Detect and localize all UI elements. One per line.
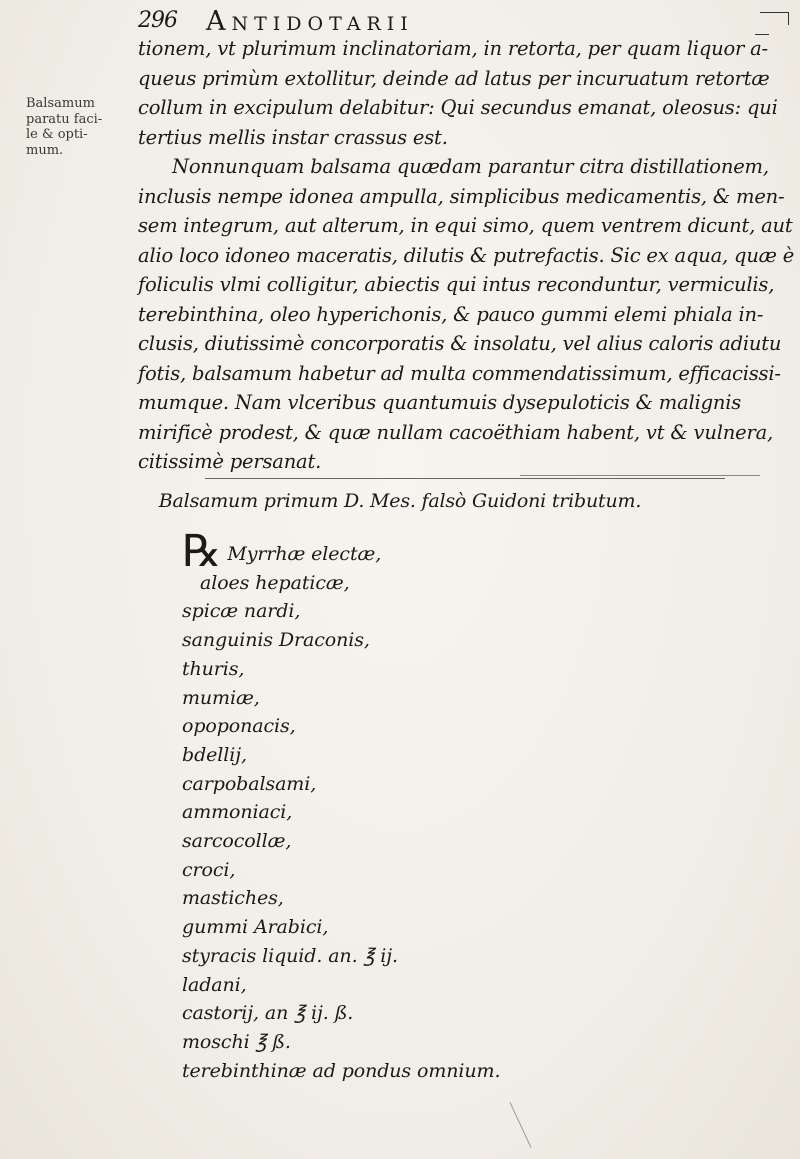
ingredient-item: ladani, xyxy=(182,973,247,996)
body-line: mirificè prodest, & quæ nullam cacoëthiam habent, vt & vulnera, xyxy=(138,420,773,444)
ingredient-item: aloes hepaticæ, xyxy=(200,571,350,594)
ingredient-item: sarcocollæ, xyxy=(182,830,292,853)
body-line: collum in excipulum delabitur: Qui secundus emanat, oleosus: qui xyxy=(138,96,778,119)
margin-note-line: Balsamum xyxy=(26,96,95,111)
body-line: inclusis nempe idonea ampulla, simplicibus medicamentis, & men- xyxy=(138,184,785,208)
ingredient-item: croci, xyxy=(182,858,236,881)
margin-note-line: le & opti- xyxy=(26,127,88,142)
margin-note-line: paratu faci- xyxy=(26,111,103,127)
ingredient-item: sanguinis Draconis, xyxy=(182,629,370,652)
page-number: 296 xyxy=(138,8,177,33)
ingredient-item: ammoniaci, xyxy=(182,801,293,824)
corner-mark xyxy=(760,12,789,25)
running-head: Antidotarii xyxy=(206,6,414,37)
stray-pen-stroke xyxy=(509,1102,531,1148)
recipe-symbol: ℞ xyxy=(182,526,222,577)
ingredient-item: styracis liquid. an. ℥ ij. xyxy=(182,944,398,967)
body-line: terebinthina, oleo hyperichonis, & pauco gummi elemi phiala in- xyxy=(138,302,764,326)
body-line: queus primùm extollitur, deinde ad latus per incuruatum retortæ xyxy=(138,66,770,90)
margin-note-line: mum. xyxy=(26,142,64,158)
ingredient-item: castorij, an ℥ ij. ß. xyxy=(182,1002,354,1025)
ingredient-item xyxy=(182,526,742,577)
ingredient-text: Myrrhæ electæ, xyxy=(227,543,382,565)
body-line: tionem, vt plurimum inclinatoriam, in retorta, per quam liquor a- xyxy=(138,37,768,60)
body-line: foliculis vlmi colligitur, abiectis qui intus reconduntur, vermiculis, xyxy=(138,273,775,296)
body-text xyxy=(138,34,795,477)
body-line: sem integrum, aut alterum, in equi simo, quem ventrem dicunt, aut xyxy=(138,214,793,237)
ingredient-item: bdellij, xyxy=(182,743,247,766)
body-line: citissimè persanat. xyxy=(138,450,322,473)
ingredient-item: terebinthinæ ad pondus omnium. xyxy=(182,1059,501,1082)
ingredient-item: moschi ℥ ß. xyxy=(182,1030,291,1053)
ingredient-item: mumiæ, xyxy=(182,686,260,709)
ingredient-item: thuris, xyxy=(182,657,245,680)
body-line: Nonnunquam balsama quædam parantur citra distillationem, xyxy=(172,155,769,178)
section-rule-upper xyxy=(520,475,760,476)
ingredient-item: gummi Arabici, xyxy=(182,916,329,939)
margin-note xyxy=(26,96,136,158)
body-line: tertius mellis instar crassus est. xyxy=(138,125,448,149)
ingredient-item: opoponacis, xyxy=(182,715,296,738)
ingredient-list xyxy=(182,526,742,1085)
ingredient-item: spicæ nardi, xyxy=(182,600,301,623)
body-line: alio loco idoneo maceratis, dilutis & putrefactis. Sic ex aqua, quæ è xyxy=(138,243,795,267)
body-line: fotis, balsamum habetur ad multa commendatissimum, efficacissi- xyxy=(138,361,781,385)
body-line: clusis, diutissimè concorporatis & insolatu, vel alius caloris adiutu xyxy=(138,332,782,355)
body-line: mumque. Nam vlceribus quantumuis dysepuloticis & malignis xyxy=(138,391,742,414)
ingredient-item: mastiches, xyxy=(182,887,284,910)
section-rule xyxy=(205,478,725,479)
ingredient-item: carpobalsami, xyxy=(182,772,317,795)
recipe-title: Balsamum primum D. Mes. falsò Guidoni tributum. xyxy=(158,490,642,512)
